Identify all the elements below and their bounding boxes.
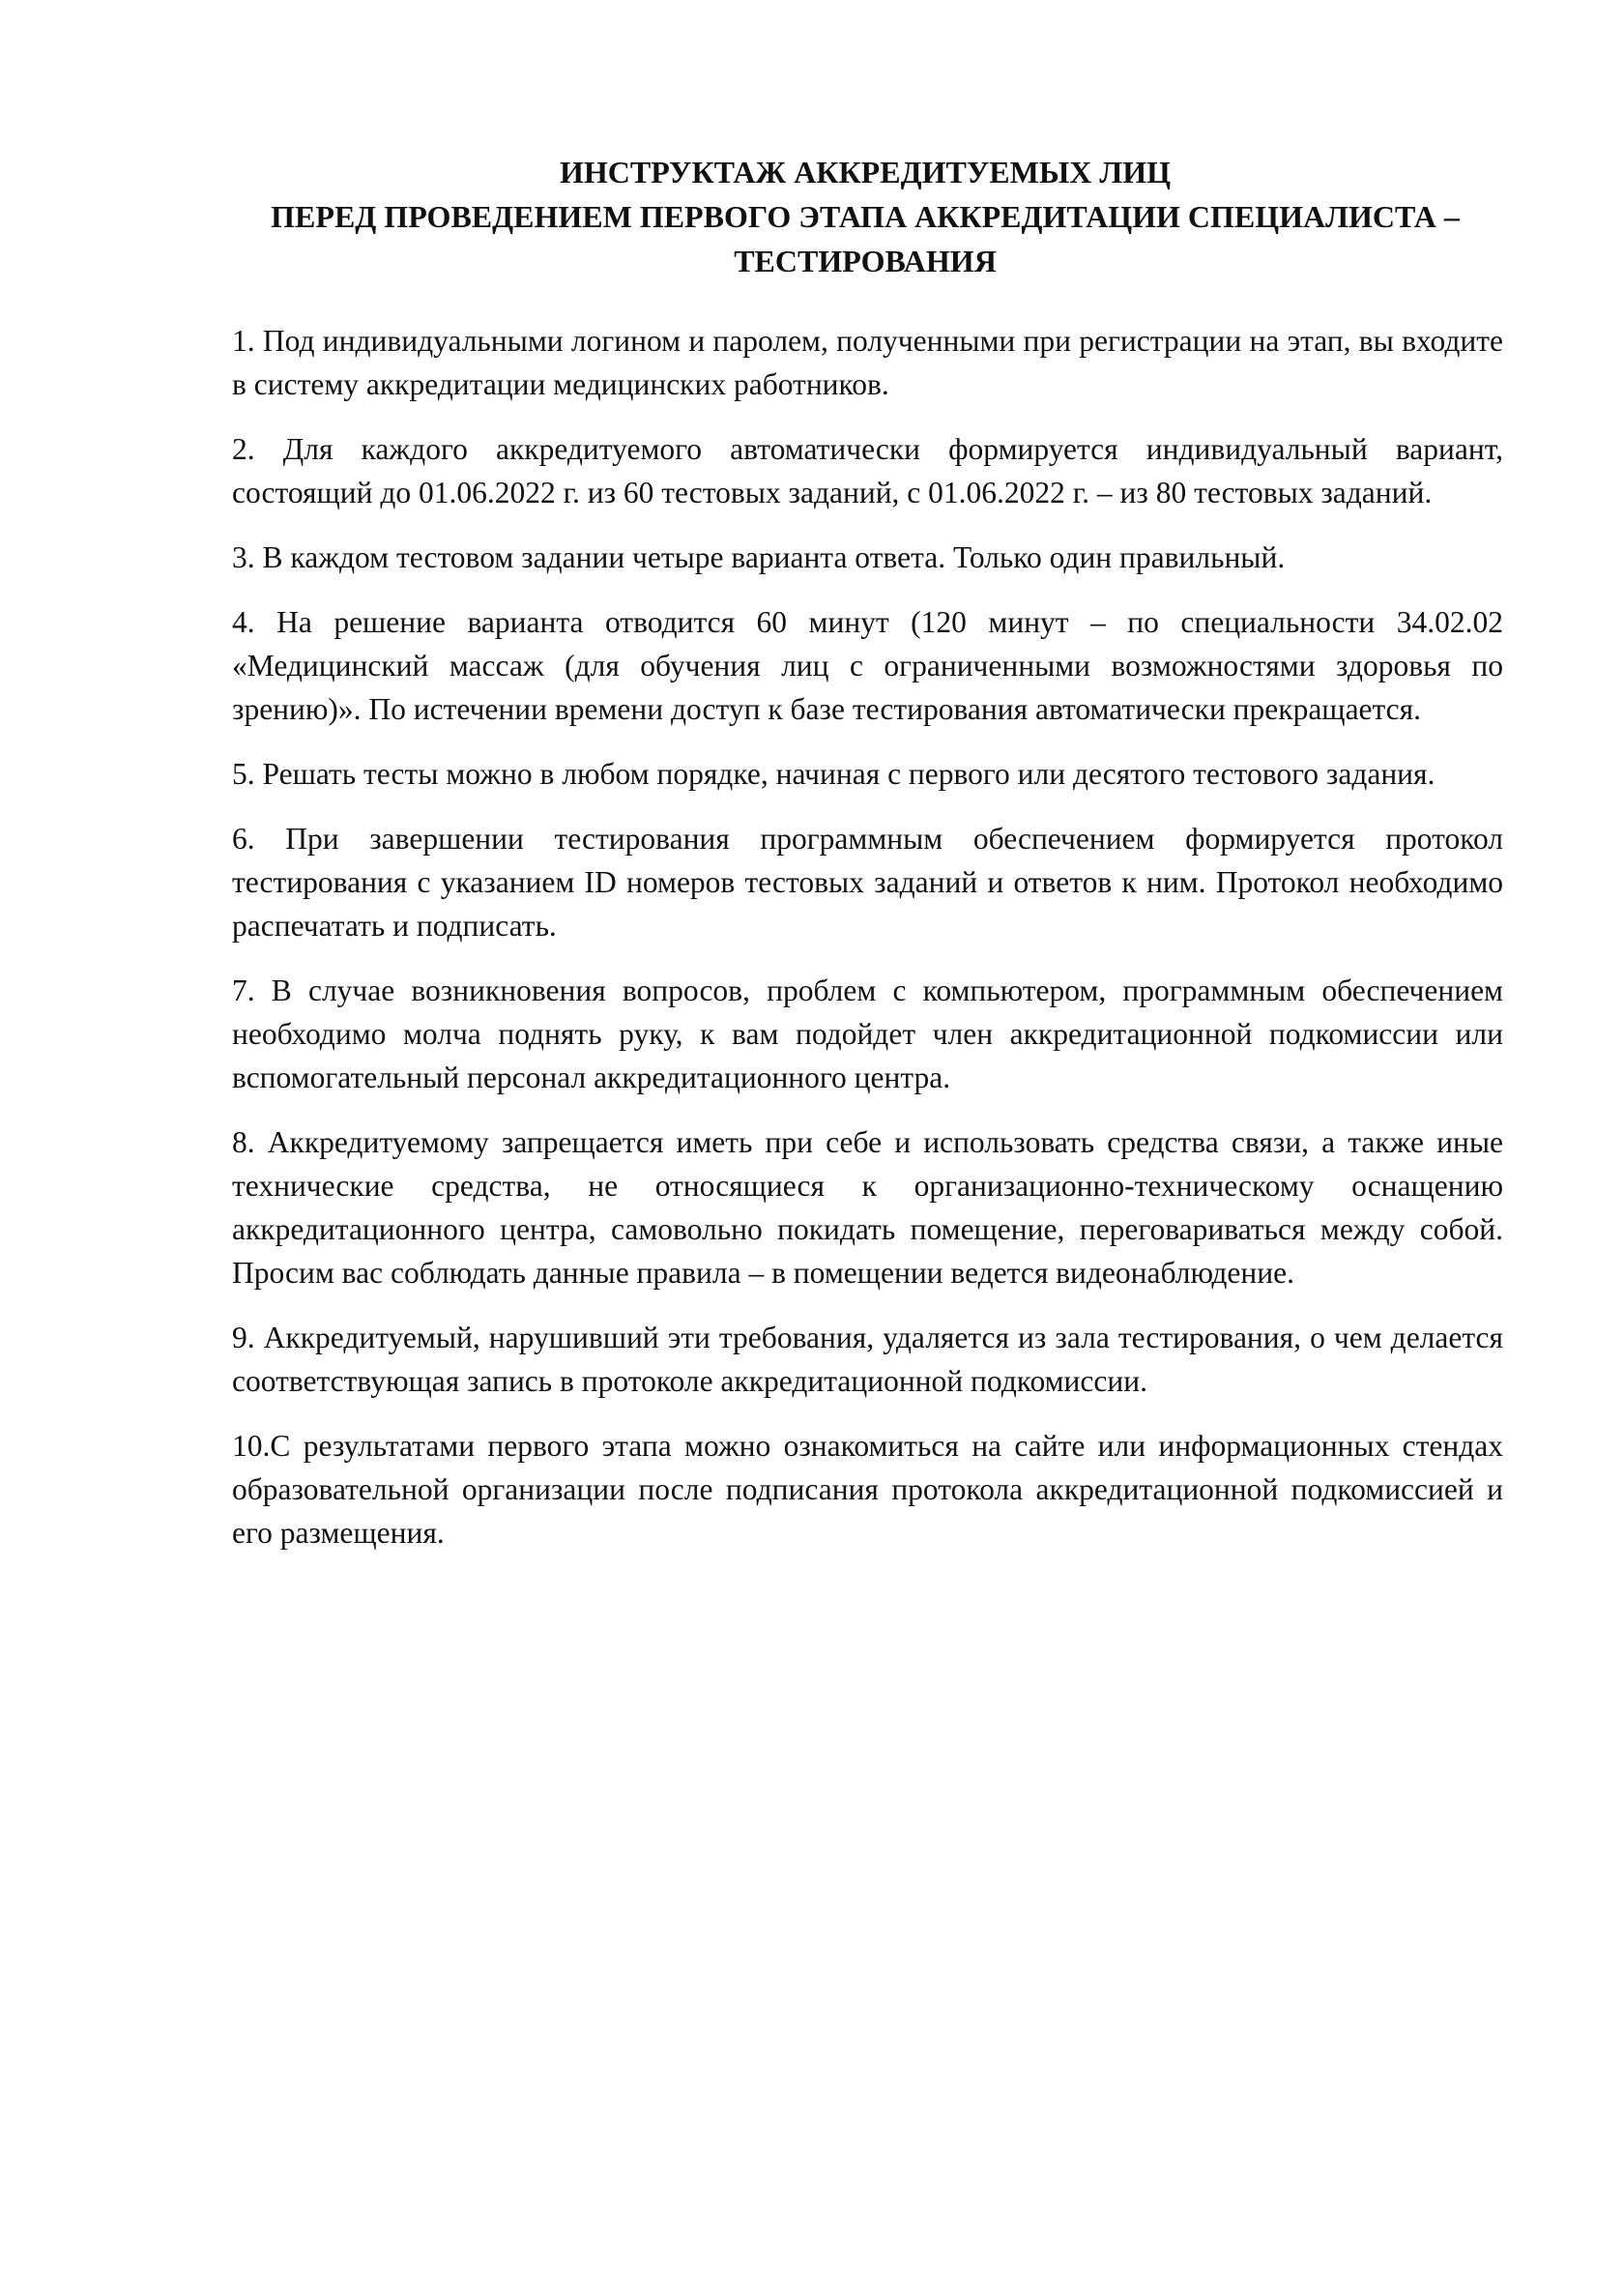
instruction-item-8: 8. Аккредитуемому запрещается иметь при себе и использовать средства связи, а также иные технические средства, не относящиеся к организационно-техническому оснащению аккредитационного центра, самовольно покидать помещение, переговариваться между собой. Просим вас соблюдать данные правила – в помещении ведется видеонаблюдение. — [232, 1125, 1503, 1290]
title-line-2: ПЕРЕД ПРОВЕДЕНИЕМ ПЕРВОГО ЭТАПА АККРЕДИТАЦИИ СПЕЦИАЛИСТА – — [271, 199, 1460, 234]
title-line-1: ИНСТРУКТАЖ АККРЕДИТУЕМЫХ ЛИЦ — [559, 155, 1171, 189]
instruction-item-3: 3. В каждом тестовом задании четыре варианта ответа. Только один правильный. — [232, 540, 1286, 574]
title-line-3: ТЕСТИРОВАНИЯ — [734, 244, 997, 278]
instruction-item-2: 2. Для каждого аккредитуемого автоматически формируется индивидуальный вариант, состоящий до 01.06.2022 г. из 60 тестовых заданий, с 01.06.2022 г. – из 80 тестовых заданий. — [232, 432, 1503, 509]
document-title — [222, 150, 1508, 283]
instruction-item-5: 5. Решать тесты можно в любом порядке, начиная с первого или десятого тестового задания. — [232, 757, 1436, 791]
instruction-item-4: 4. На решение варианта отводится 60 минут (120 минут – по специальности 34.02.02 «Медицинский массаж (для обучения лиц с ограниченными возможностями здоровья по зрению)». По истечении времени доступ к базе тестирования автоматически прекращается. — [232, 605, 1503, 726]
instruction-item-7: 7. В случае возникновения вопросов, проблем с компьютером, программным обеспечением необходимо молча поднять руку, к вам подойдет член аккредитационной подкомиссии или вспомогательный персонал аккредитационного центра. — [232, 974, 1503, 1094]
instruction-item-1: 1. Под индивидуальными логином и паролем, полученными при регистрации на этап, вы входите в систему аккредитации медицинских работников. — [232, 324, 1503, 401]
instruction-item-9: 9. Аккредитуемый, нарушивший эти требования, удаляется из зала тестирования, о чем делается соответствующая запись в протоколе аккредитационной подкомиссии. — [232, 1321, 1503, 1398]
instruction-list — [232, 319, 1503, 1576]
instruction-item-6: 6. При завершении тестирования программным обеспечением формируется протокол тестирования с указанием ID номеров тестовых заданий и ответов к ним. Протокол необходимо распечатать и подписать. — [232, 822, 1503, 943]
instruction-item-10: 10.С результатами первого этапа можно ознакомиться на сайте или информационных стендах образовательной организации после подписания протокола аккредитационной подкомиссией и его размещения. — [232, 1429, 1503, 1550]
